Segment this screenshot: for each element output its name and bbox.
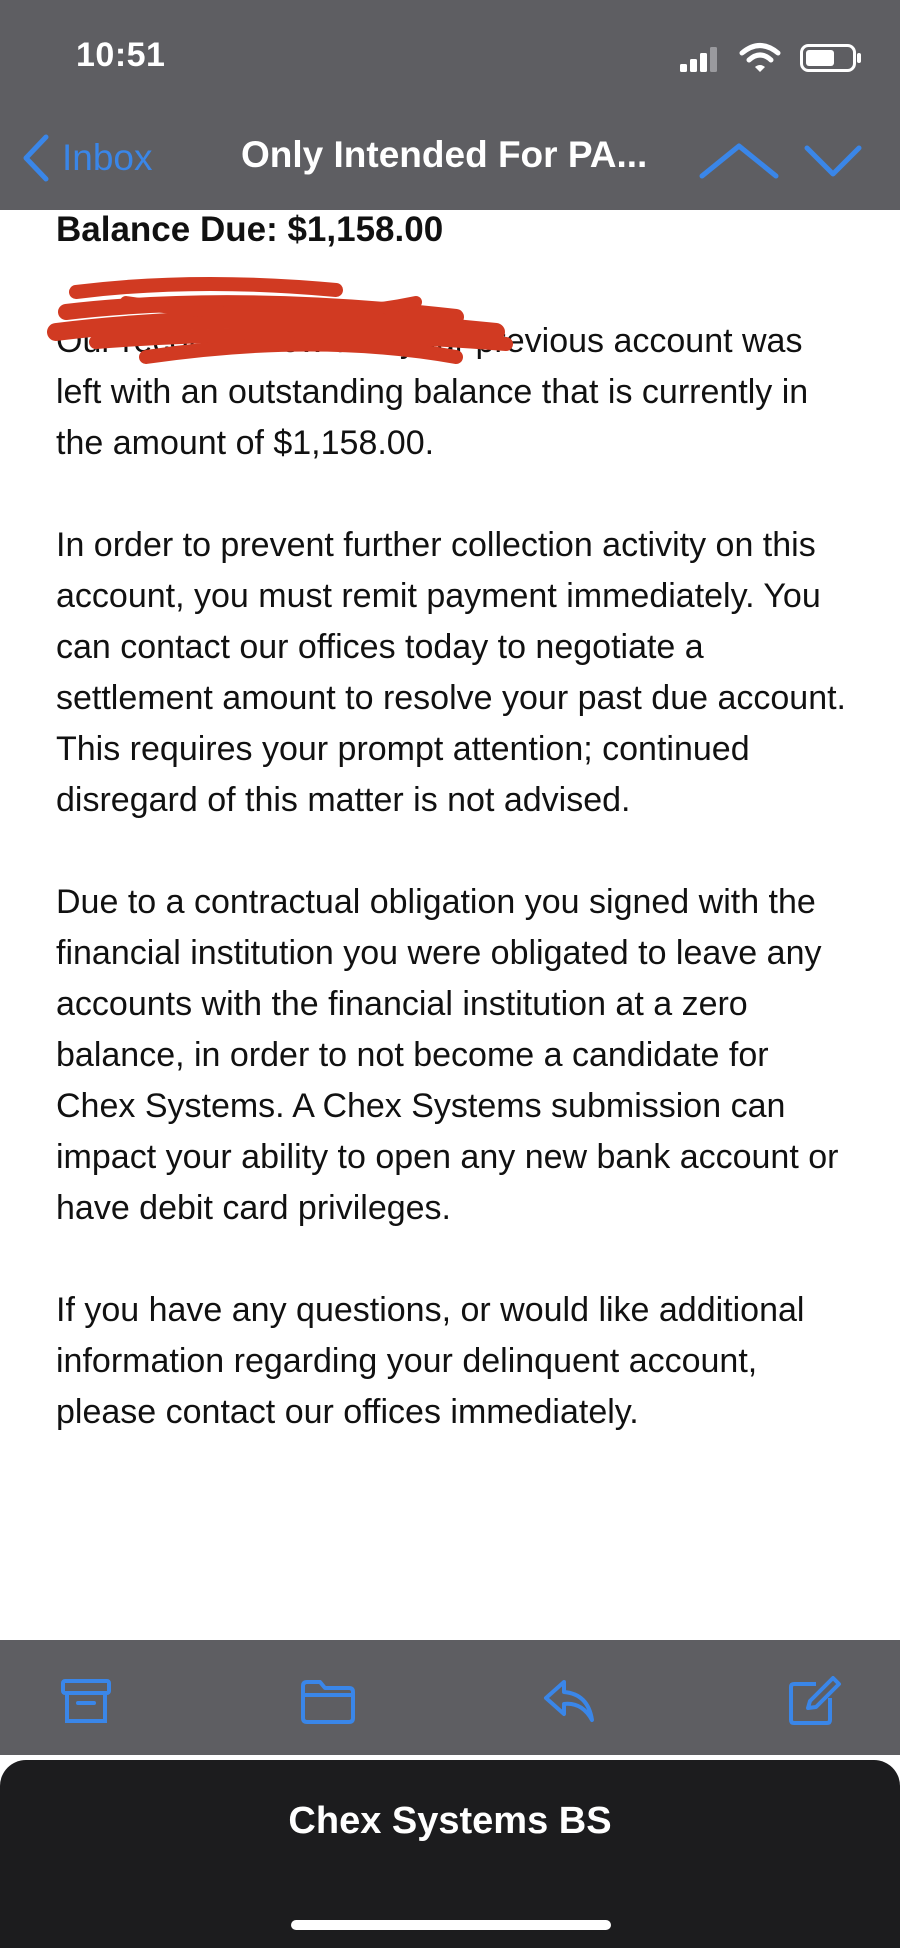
status-time: 10:51: [76, 36, 166, 74]
chevron-left-icon: [18, 133, 52, 183]
battery-icon: [800, 44, 862, 72]
wifi-icon: [738, 42, 782, 74]
bottom-toolbar: [0, 1640, 900, 1755]
redaction-scribble: [36, 272, 536, 382]
chevron-down-icon[interactable]: [803, 136, 863, 186]
back-to-inbox-button[interactable]: [18, 130, 153, 186]
home-indicator[interactable]: [291, 1920, 611, 1930]
email-paragraph: Our records show that your previous account was left with an outstanding balance that is currently in the amount of $1,158.00.: [56, 322, 809, 462]
top-chrome: [0, 0, 900, 210]
email-paragraph: In order to prevent further collection activity on this account, you must remit payment immediately. You can contact our offices today to negotiate a settlement amount to resolve your past due account. This requires your prompt attention; continued disregard of this matter is not advised.: [56, 526, 847, 819]
chevron-up-icon[interactable]: [694, 136, 784, 186]
signal-icon: [678, 46, 722, 72]
status-icons: [672, 40, 862, 76]
email-paragraph: If you have any questions, or would like additional information regarding your delinquent account, please contact our offices immediately.: [56, 1291, 805, 1431]
reply-icon[interactable]: [542, 1676, 598, 1726]
balance-due-line: Balance Due: $1,158.00: [56, 210, 444, 249]
message-subject-title: Only Intended For PA...: [241, 134, 648, 175]
email-paragraph: Due to a contractual obligation you signed with the financial institution you were obligated to leave any accounts with the financial institution at a zero balance, in order to not become a candidate for Chex Systems. A Chex Systems submission can impact your ability to open any new bank account or have debit card privileges.: [56, 883, 839, 1227]
folder-icon[interactable]: [300, 1676, 356, 1726]
nav-bar: [0, 120, 900, 200]
compose-icon[interactable]: [786, 1676, 842, 1726]
sheet-title: Chex Systems BS: [288, 1800, 612, 1842]
archive-icon[interactable]: [58, 1676, 114, 1726]
back-label: Inbox: [62, 137, 153, 178]
email-body: [56, 210, 856, 1489]
bottom-sheet[interactable]: [0, 1760, 900, 1948]
redacted-salutation: [56, 250, 856, 360]
